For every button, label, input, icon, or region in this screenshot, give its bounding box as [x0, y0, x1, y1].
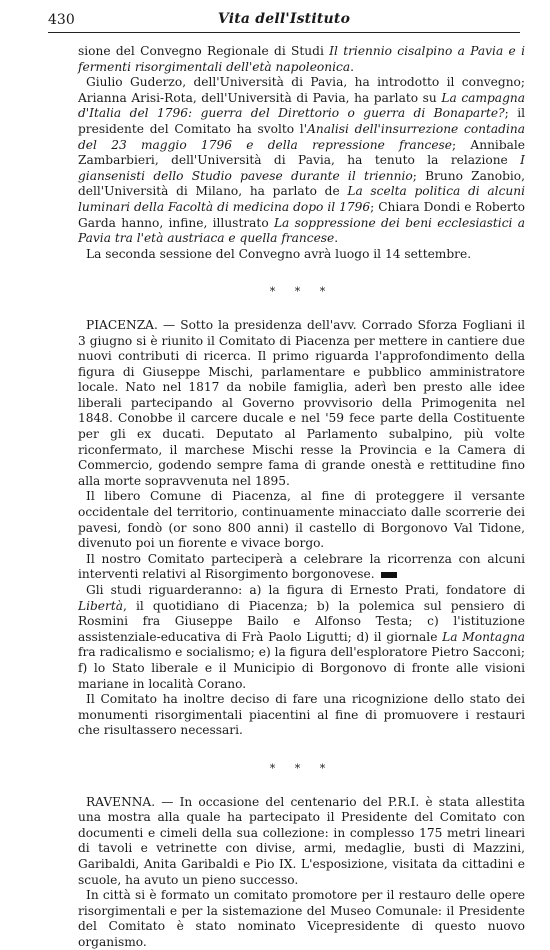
ink-smudge	[381, 572, 397, 578]
pavia-paragraph-1: sione del Convegno Regionale di Studi Il triennio cisalpino a Pavia e i fermenti risorgimentali dell'età napoleonica.	[78, 44, 525, 74]
ravenna-paragraph-1: RAVENNA. — In occasione del centenario del P.R.I. è stata allestita una mostra alla quale ha partecipato il Presidente del Comitato con documenti e cimeli della sua collezione: in complesso 175 metri lineari di tavoli e vetrinette con divise, armi, medaglie, busti di Mazzini, Garibaldi, Anita Garibaldi e Pio IX. L'esposizione, visitata da cittadini e scuole, ha avuto un pieno successo.	[78, 794, 525, 887]
piacenza-paragraph-4: Gli studi riguarderanno: a) la figura di Ernesto Prati, fondatore di Libertà, il quotidiano di Piacenza; b) la polemica sul pensiero di Rosmini fra Giuseppe Bailo e Alfonso Testa; c) l'istituzione assistenziale-educativa di Frà Paolo Ligutti; d) il giornale La Montagna fra radicalismo e socialismo; e) la figura dell'esploratore Pietro Sacconi; f) lo Stato liberale e il Municipio di Borgonovo di fronte alle visioni mariane in località Corano.	[78, 583, 526, 691]
ravenna-paragraph-2: In città si è formato un comitato promotore per il restauro delle opere risorgimentali e per la sistemazione del Museo Comunale: il Presidente del Comitato è stato nominato Vicepresidente di questo nuovo organismo.	[78, 888, 525, 949]
piacenza-paragraph-2: Il libero Comune di Piacenza, al fine di proteggere il versante occidentale del territorio, continuamente minacciato dalle scorrerie dei pavesi, fondò (or sono 800 anni) il castello di Borgonovo Val Tidone, divenuto poi un fiorente e vivace borgo.	[78, 489, 525, 551]
article-body	[78, 44, 525, 950]
piacenza-paragraph-5: Il Comitato ha inoltre deciso di fare una ricognizione dello stato dei monumenti risorgimentali piacentini al fine di promuovere i restauri che risultassero necessari.	[78, 692, 525, 738]
pavia-paragraph-3: La seconda sessione del Convegno avrà luogo il 14 settembre.	[86, 246, 472, 261]
section-separator-2: * * *	[269, 761, 334, 775]
running-title: Vita dell'Istituto	[217, 11, 351, 27]
pavia-paragraph-2: Giulio Guderzo, dell'Università di Pavia, ha introdotto il convegno; Arianna Arisi-Rota, dell'Università di Pavia, ha parlato su La campagna d'Italia del 1796: guerra del Direttorio o guerra di Bonaparte?; il presidente del Comitato ha svolto l'Analisi dell'insurrezione contadina del 23 maggio 1796 e della repressione francese; Annibale Zambarbieri, dell'Università di Pavia, ha tenuto la relazione I giansenisti dello Studio pavese durante il triennio; Bruno Zanobio, dell'Università di Milano, ha parlato de La scelta politica di alcuni luminari della Facoltà di medicina dopo il 1796; Chiara Dondi e Roberto Garda hanno, infine, illustrato La soppressione dei beni ecclesiastici a Pavia tra l'età austriaca e quella francese.	[78, 75, 525, 246]
page-header	[48, 12, 520, 33]
piacenza-paragraph-3: Il nostro Comitato parteciperà a celebrare la ricorrenza con alcuni interventi relativi al Risorgimento borgonovese.	[78, 551, 525, 582]
piacenza-paragraph-1: PIACENZA. — Sotto la presidenza dell'avv. Corrado Sforza Fogliani il 3 giugno si è riunito il Comitato di Piacenza per mettere in cantiere due nuovi contributi di ricerca. Il primo riguarda l'approfondimento della figura di Giuseppe Mischi, parlamentare e pubblico amministratore locale. Nato nel 1817 da nobile famiglia, aderì ben presto alle idee liberali partecipando al Governo provvisorio della Primogenita nel 1848. Conobbe il carcere ducale e nel '59 fece parte della Costituente per gli ex ducati. Deputato al Parlamento subalpino, più volte riconfermato, il marchese Mischi resse la Provincia e la Camera di Commercio, godendo sempre fama di grande onestà e rettitudine fino alla morte sopravvenuta nel 1895.	[78, 317, 525, 488]
page-number: 430	[48, 12, 75, 28]
section-separator: * * *	[269, 285, 334, 299]
